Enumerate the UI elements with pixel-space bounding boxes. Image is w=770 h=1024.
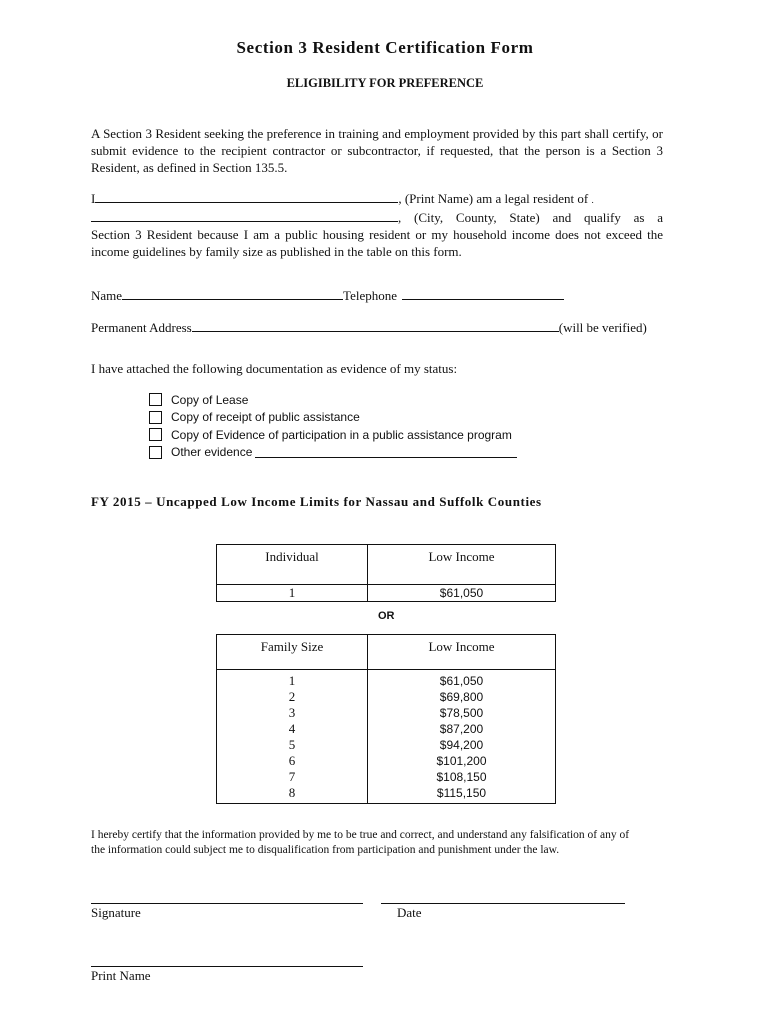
- income-cell: $108,150: [436, 770, 487, 784]
- signature-line[interactable]: [91, 903, 363, 904]
- documentation-intro: I have attached the following documentation as evidence of my status:: [91, 361, 458, 376]
- address-row: [91, 319, 647, 336]
- documentation-checklist: [149, 391, 517, 461]
- low-income-column: [368, 670, 556, 804]
- address-label: Permanent Address: [91, 320, 192, 335]
- city-county-state-blank[interactable]: [91, 209, 398, 222]
- name-input[interactable]: [122, 287, 343, 300]
- checkbox-other[interactable]: [149, 446, 162, 459]
- table-header: Low Income: [368, 545, 556, 585]
- statement-prefix: I: [91, 191, 96, 206]
- checkbox-lease[interactable]: [149, 393, 162, 406]
- checklist-item-public-assistance[interactable]: [149, 409, 517, 427]
- print-name-label: , (Print Name) am a legal resident of: [398, 191, 589, 206]
- form-subtitle: ELIGIBILITY FOR PREFERENCE: [286, 76, 484, 90]
- family-size-cell: 7: [288, 769, 296, 784]
- table-header: Low Income: [368, 635, 556, 670]
- family-size-cell: 5: [288, 737, 296, 752]
- statement-rest: Section 3 Resident because I am a public housing resident or my household income does not exceed the income guidelines by family size as published in the table on this form.: [91, 227, 663, 259]
- date-label: Date: [397, 905, 422, 920]
- family-size-cell: 6: [288, 753, 296, 768]
- checkbox-public-assistance[interactable]: [149, 411, 162, 424]
- table-cell: $61,050: [368, 585, 556, 602]
- signature-label: Signature: [91, 905, 141, 920]
- family-income-table: [216, 634, 556, 804]
- telephone-input[interactable]: [402, 287, 564, 300]
- certification-statement: I hereby certify that the information provided by me to be true and correct, and understand any falsification of any of the information could subject me to disqualification from participation and punishment under the law.: [91, 829, 630, 856]
- checklist-label: Copy of Lease: [171, 392, 249, 407]
- checklist-label: Copy of receipt of public assistance: [171, 410, 360, 425]
- resident-statement: [91, 190, 663, 260]
- address-input[interactable]: [192, 319, 559, 332]
- individual-income-table: [216, 544, 556, 602]
- checklist-item-lease[interactable]: [149, 391, 517, 409]
- name-label: Name: [91, 288, 123, 303]
- family-size-cell: 1: [288, 673, 296, 688]
- trail-dot: .: [591, 195, 594, 205]
- income-cell: $115,150: [436, 786, 487, 800]
- telephone-label: Telephone: [343, 288, 398, 303]
- table-header: Individual: [217, 545, 368, 585]
- address-note: (will be verified): [558, 320, 647, 335]
- city-label: , (City, County, State) and qualify as a: [398, 210, 663, 225]
- checklist-label: Copy of Evidence of participation in a public assistance program: [171, 427, 512, 442]
- print-name-blank[interactable]: [95, 190, 398, 203]
- checkbox-participation[interactable]: [149, 428, 162, 441]
- other-evidence-input[interactable]: [255, 446, 517, 458]
- family-size-cell: 4: [288, 721, 296, 736]
- table-header: Family Size: [217, 635, 368, 670]
- income-cell: $101,200: [436, 754, 487, 768]
- family-size-cell: 2: [288, 689, 296, 704]
- print-name-label: Print Name: [91, 968, 151, 983]
- or-label: OR: [378, 610, 395, 622]
- income-cell: $61,050: [439, 674, 484, 688]
- family-size-column: [217, 670, 368, 804]
- date-line[interactable]: [381, 903, 625, 904]
- income-limits-heading: FY 2015 – Uncapped Low Income Limits for Nassau and Suffolk Counties: [91, 494, 542, 509]
- family-size-cell: 3: [288, 705, 296, 720]
- checklist-item-participation[interactable]: [149, 426, 517, 444]
- print-name-line[interactable]: [91, 966, 363, 967]
- checklist-label: Other evidence: [171, 445, 253, 460]
- income-cell: $87,200: [439, 722, 484, 736]
- form-title: Section 3 Resident Certification Form: [236, 38, 534, 57]
- income-cell: $94,200: [439, 738, 484, 752]
- name-telephone-row: [91, 287, 564, 304]
- checklist-item-other[interactable]: [149, 444, 517, 462]
- intro-paragraph: A Section 3 Resident seeking the preference in training and employment provided by this part shall certify, or submit evidence to the recipient contractor or subcontractor, if requested, that the person is a Section 3 Resident, as defined in Section 135.5.: [91, 126, 663, 175]
- income-cell: $69,800: [439, 690, 484, 704]
- family-size-cell: 8: [288, 785, 296, 800]
- income-cell: $78,500: [439, 706, 484, 720]
- table-cell: 1: [217, 585, 368, 602]
